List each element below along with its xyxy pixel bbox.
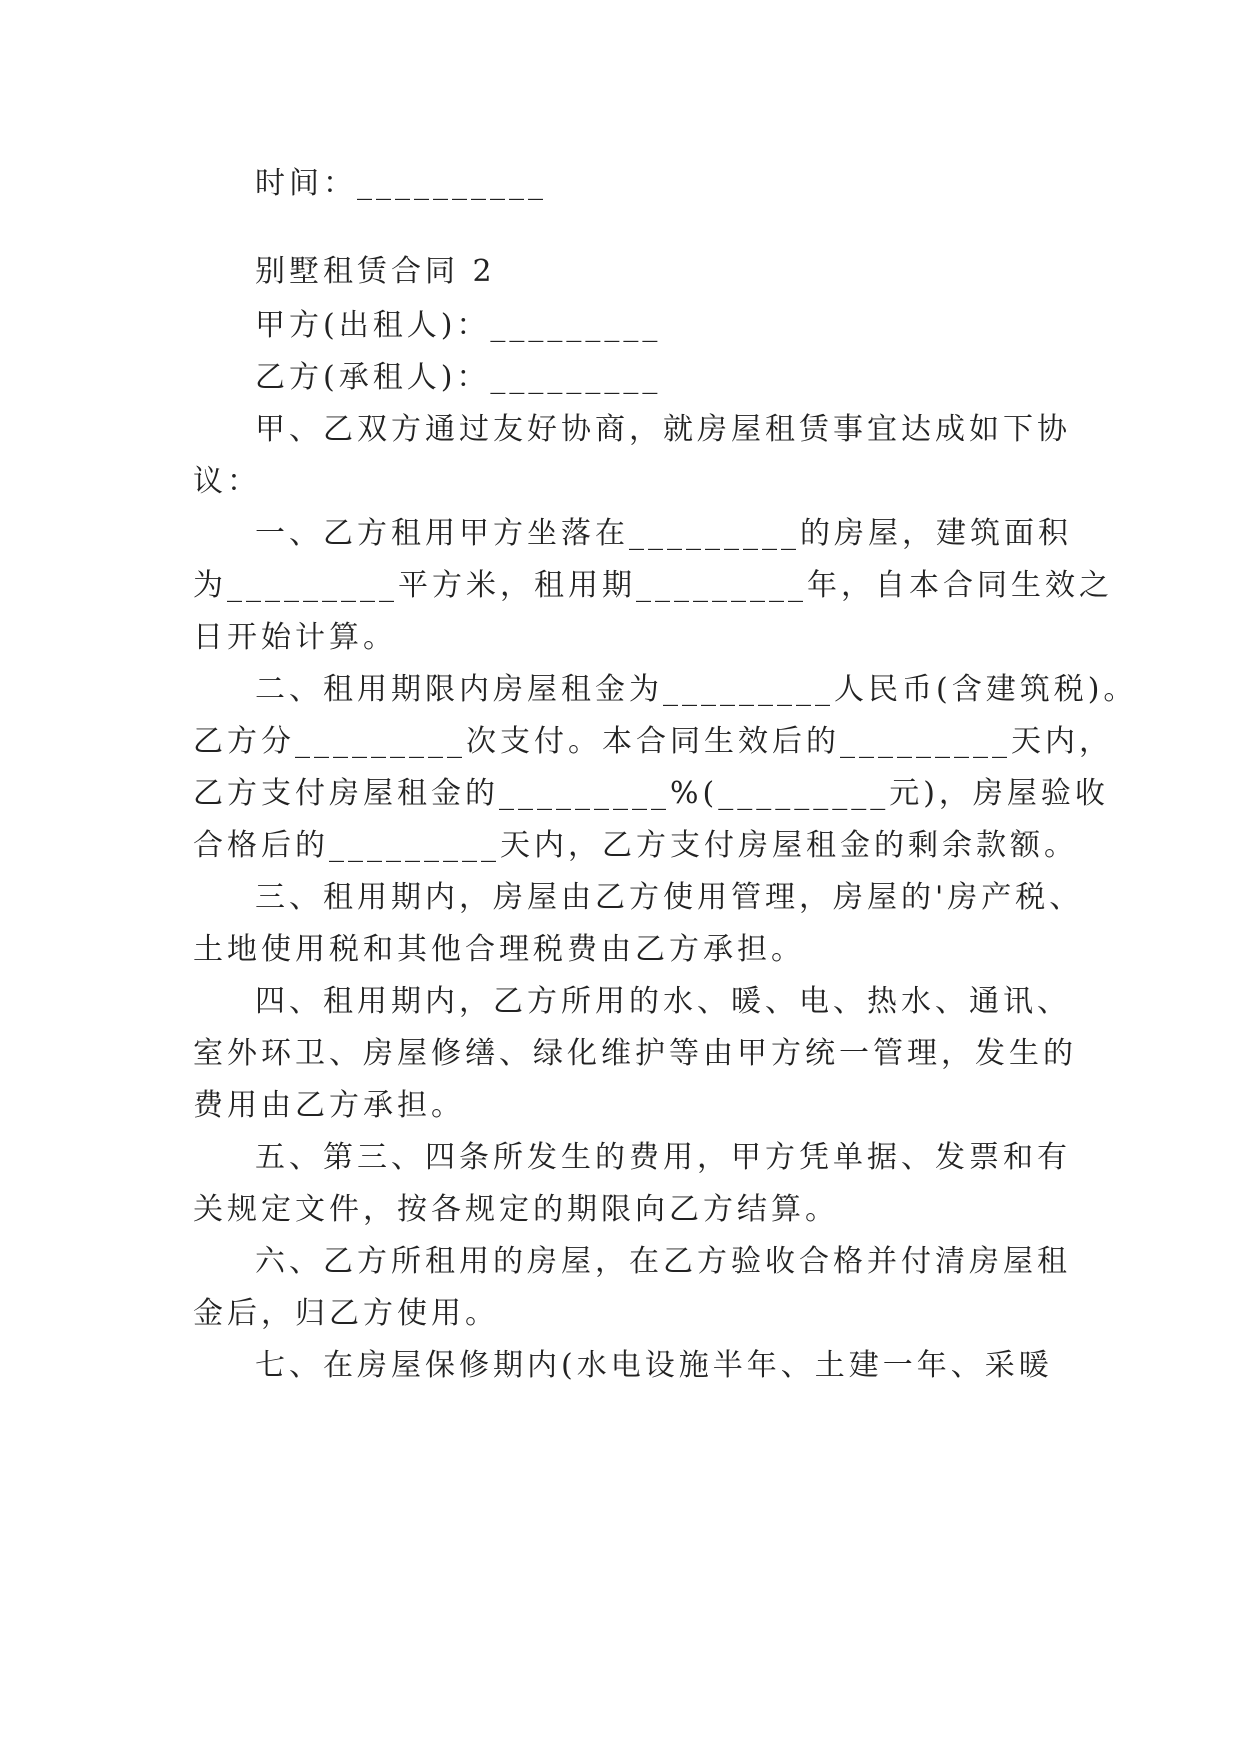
contract-title: 别墅租赁合同 2 [255,254,496,289]
clause-2-line-3: 乙方支付房屋租金的_________%(_________元)，房屋验收 [193,776,1109,811]
clause-1-line-3: 日开始计算。 [193,620,397,655]
intro-paragraph-line-1: 甲、乙双方通过友好协商，就房屋租赁事宜达成如下协 [255,412,1071,447]
clause-4-line-2: 室外环卫、房屋修缮、绿化维护等由甲方统一管理，发生的 [193,1036,1077,1071]
clause-4-line-1: 四、租用期内，乙方所用的水、暖、电、热水、通讯、 [255,984,1071,1019]
clause-2-line-2: 乙方分_________次支付。本合同生效后的_________天内， [193,724,1113,759]
time-field-line: 时间：__________ [255,166,547,201]
intro-paragraph-line-2: 议： [193,464,261,499]
clause-6-line-1: 六、乙方所租用的房屋，在乙方验收合格并付清房屋租 [255,1244,1071,1279]
clause-1-line-1: 一、乙方租用甲方坐落在_________的房屋，建筑面积 [255,516,1072,551]
clause-2-line-1: 二、租用期限内房屋租金为_________人民币(含建筑税)。 [255,672,1138,707]
clause-1-line-2: 为_________平方米，租用期_________年，自本合同生效之 [193,568,1113,603]
clause-4-line-3: 费用由乙方承担。 [193,1088,465,1123]
party-a-line: 甲方(出租人)：_________ [255,308,662,343]
clause-3-line-2: 土地使用税和其他合理税费由乙方承担。 [193,932,805,967]
clause-6-line-2: 金后，归乙方使用。 [193,1296,499,1331]
clause-5-line-1: 五、第三、四条所发生的费用，甲方凭单据、发票和有 [255,1140,1071,1175]
clause-2-line-4: 合格后的_________天内，乙方支付房屋租金的剩余款额。 [193,828,1078,863]
party-b-line: 乙方(承租人)：_________ [255,360,662,395]
clause-3-line-1: 三、租用期内，房屋由乙方使用管理，房屋的'房产税、 [255,880,1084,915]
clause-7-line-1: 七、在房屋保修期内(水电设施半年、土建一年、采暖 [255,1348,1053,1383]
clause-5-line-2: 关规定文件，按各规定的期限向乙方结算。 [193,1192,839,1227]
